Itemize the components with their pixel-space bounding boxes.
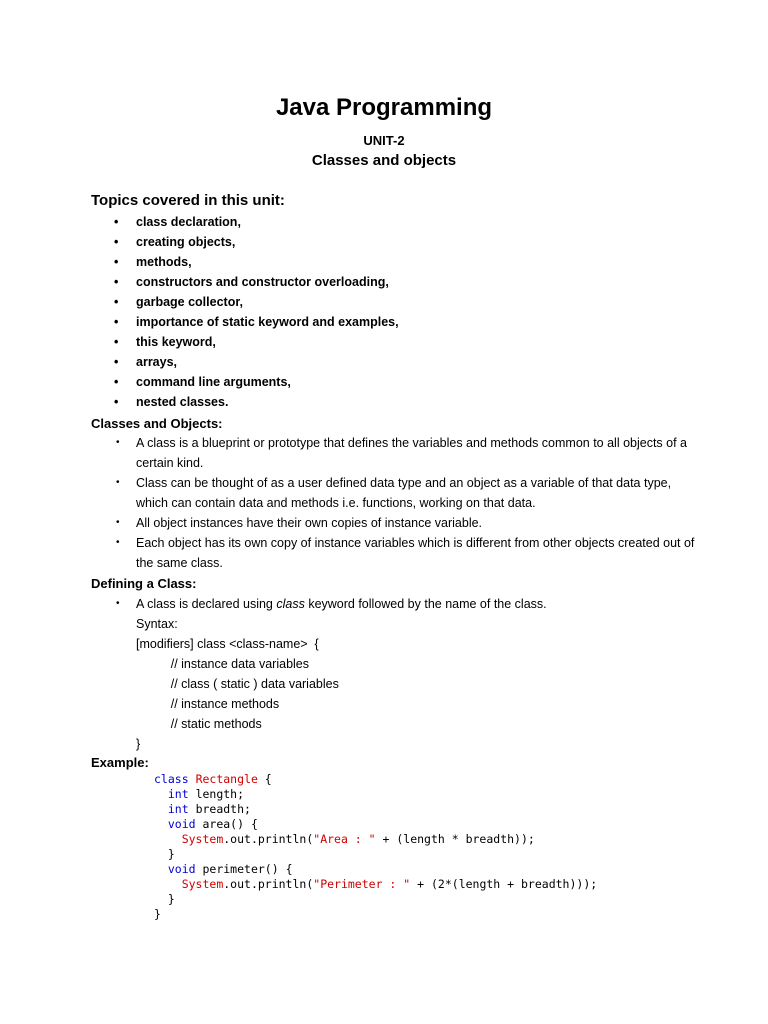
bullet-icon: • [114, 335, 119, 349]
code-line: System.out.println("Perimeter : " + (2*(length + breadth))); [181, 877, 598, 891]
code-line: int breadth; [167, 802, 251, 816]
bullet-icon: • [114, 395, 119, 409]
code-line: System.out.println("Area : " + (length * breadth)); [181, 832, 535, 846]
bullet-icon: • [116, 517, 120, 528]
bullet-icon: • [114, 295, 119, 309]
code-block [154, 772, 597, 922]
list-item: • A class is a blueprint or prototype that defines the variables and methods common to all objects of a certain kind. [0, 433, 696, 473]
bullet-icon: • [114, 375, 119, 389]
bullet-icon: • [114, 235, 119, 249]
bullet-icon: • [114, 215, 119, 229]
classes-objects-heading: Classes and Objects: [91, 416, 223, 431]
code-line: } [167, 892, 175, 906]
unit-label: UNIT-2 [363, 133, 405, 148]
topics-heading: Topics covered in this unit: [91, 192, 285, 209]
code-line: class Rectangle { [154, 772, 272, 786]
syntax-line: } [136, 737, 141, 751]
code-line: void area() { [167, 817, 258, 831]
defining-class-heading: Defining a Class: [91, 576, 197, 591]
defining-class-list [0, 594, 696, 614]
list-item: • Each object has its own copy of instance variables which is different from other objects created out of the same class. [0, 533, 696, 573]
bullet-icon: • [116, 437, 120, 448]
classes-objects-list [0, 433, 696, 573]
code-line: } [154, 907, 161, 921]
bullet-icon: • [116, 537, 120, 548]
bullet-icon: • [114, 275, 119, 289]
syntax-line: [modifiers] class <class-name> { [136, 637, 319, 651]
list-item: • All object instances have their own copies of instance variable. [0, 513, 696, 533]
bullet-icon: • [116, 477, 120, 488]
list-item: • A class is declared using class keyword followed by the name of the class. [0, 594, 696, 614]
list-item: • Class can be thought of as a user defined data type and an object as a variable of that data type, which can contain data and methods i.e. functions, working on that data. [0, 473, 696, 513]
bullet-icon: • [116, 598, 120, 609]
code-line: } [167, 847, 175, 861]
syntax-line: // class ( static ) data variables [136, 677, 339, 691]
syntax-line: // instance data variables [136, 657, 310, 671]
syntax-line: // instance methods [136, 697, 280, 711]
page-subtitle: Classes and objects [311, 152, 457, 169]
bullet-icon: • [114, 355, 119, 369]
syntax-label: Syntax: [136, 617, 178, 631]
bullet-icon: • [114, 315, 119, 329]
code-line: int length; [167, 787, 245, 801]
syntax-line: // static methods [136, 717, 262, 731]
example-heading: Example: [91, 755, 149, 770]
code-line: void perimeter() { [167, 862, 293, 876]
bullet-icon: • [114, 255, 119, 269]
document-page: Java Programming UNIT-2 Classes and objects Topics covered in this unit: • class declaration, • creating objects, • methods, • constructors and constructor overloading, • garbage collector, • importance of static keyword and examples, • this keyword, • arrays, • command line arguments, • nested classes. Classes and Objects: • A class is a blueprint or prototype that defines the variables and methods common to all objects of a certain kind. • Class can be thought of as a user defined data type and an object as a variable of that data type, which can contain data and methods i.e. functions, working on that data. • All object instances have their own copies of instance variable. • Each object has its own copy of instance variables which is different from other objects created out of the same class. Defining a Class: • A class is declared using class keyword followed by the name of the class. Syntax: [modifiers] class <class-name> { // instance data variables // class ( static ) data variables // instance methods // static methods } Example: class Rectangle { int length; int breadth; void area() { System.out.println("Area : " + (length * breadth)); } void perimeter() { System.out.println("Perimeter : " + (2*(length + breadth))); } } [0, 0, 768, 1024]
page-title: Java Programming [275, 94, 493, 121]
